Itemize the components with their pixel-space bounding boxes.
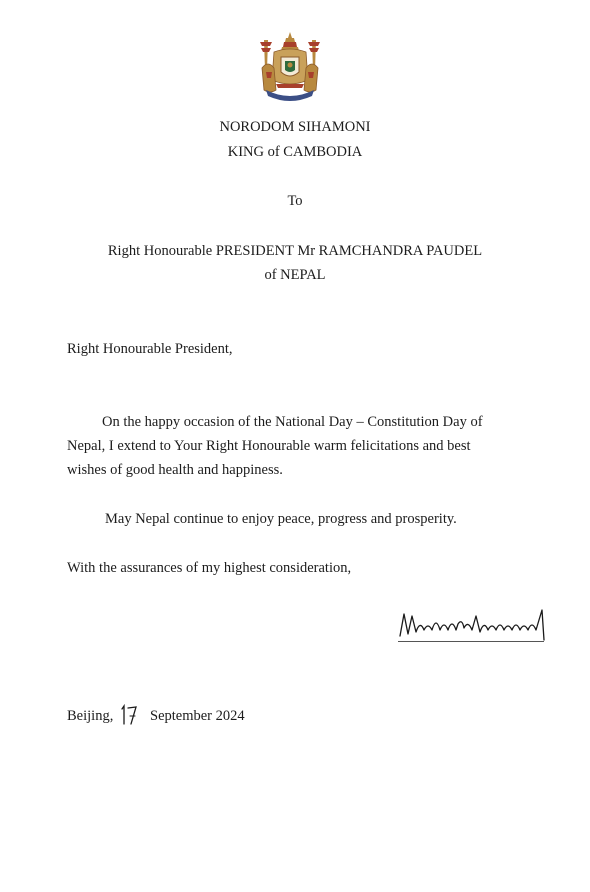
date-day-handwritten xyxy=(119,704,139,726)
paragraph-1-line-2: Nepal, I extend to Your Right Honourable warm felicitations and best xyxy=(67,438,471,454)
recipient-line-1: Right Honourable PRESIDENT Mr RAMCHANDRA PAUDEL xyxy=(107,243,483,259)
paragraph-2: May Nepal continue to enjoy peace, progress and prosperity. xyxy=(105,511,457,527)
date-place: Beijing, xyxy=(67,708,114,724)
sender-title: KING of CAMBODIA xyxy=(227,144,363,160)
to-label: To xyxy=(287,193,303,209)
date-month-year: September 2024 xyxy=(150,708,245,724)
signature-icon xyxy=(396,606,554,646)
paragraph-1-line-3: wishes of good health and happiness. xyxy=(67,462,283,478)
sender-name: NORODOM SIHAMONI xyxy=(219,119,371,135)
royal-arms-icon xyxy=(252,30,328,106)
closing-line: With the assurances of my highest consideration, xyxy=(67,560,352,576)
signature-underline xyxy=(398,641,544,642)
paragraph-1-line-1: On the happy occasion of the National Day – Constitution Day of xyxy=(102,414,483,430)
recipient-line-2: of NEPAL xyxy=(264,267,326,283)
salutation: Right Honourable President, xyxy=(67,341,233,357)
